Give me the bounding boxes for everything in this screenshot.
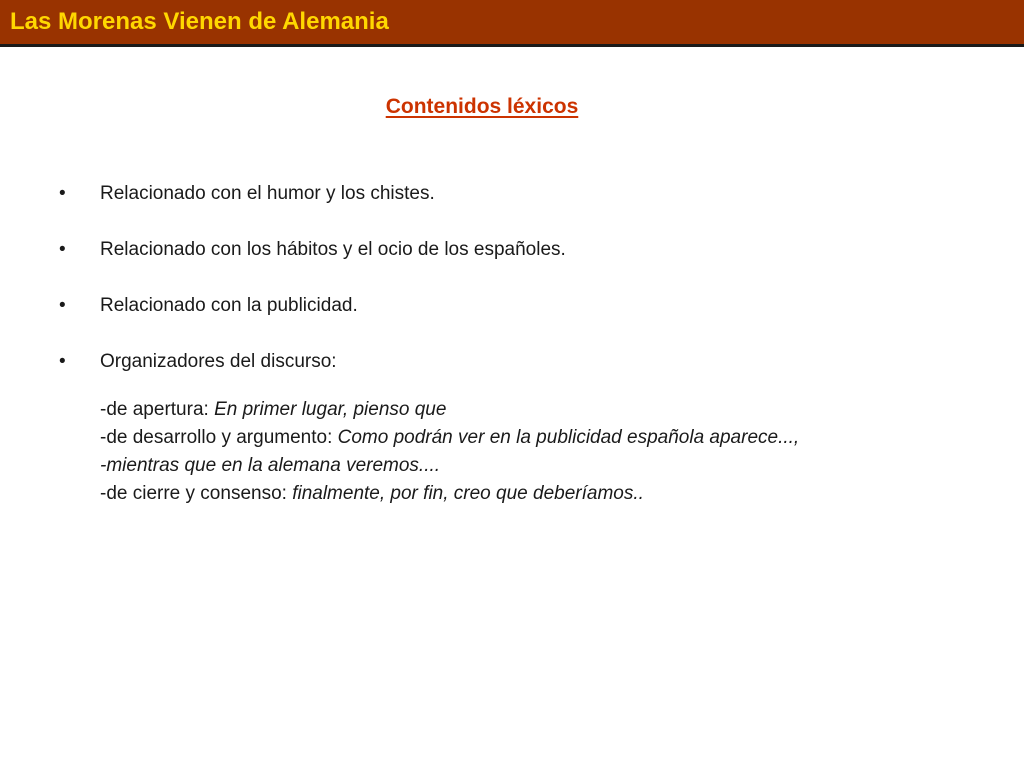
bullet-item: [0, 236, 1000, 264]
organizer-label: -de apertura:: [100, 399, 215, 420]
bullet-item: [0, 180, 1000, 208]
organizer-item-desarrollo: [100, 424, 1000, 452]
organizer-example: En primer lugar, pienso que: [214, 399, 447, 420]
bullet-marker: •: [59, 183, 66, 204]
bullet-list: [0, 180, 1000, 404]
bullet-text: Relacionado con los hábitos y el ocio de los españoles.: [100, 239, 566, 260]
bullet-text: Organizadores del discurso:: [100, 351, 337, 372]
organizer-label: -de cierre y consenso:: [100, 483, 293, 504]
bullet-marker: •: [59, 295, 66, 316]
organizer-example: Como podrán ver en la publicidad española aparece...,: [337, 427, 800, 448]
bullet-marker: •: [59, 239, 66, 260]
organizer-example: -mientras que en la alemana veremos....: [100, 455, 441, 476]
organizer-item-desarrollo-cont: [100, 452, 1000, 480]
organizer-item-cierre: [100, 480, 1000, 508]
organizer-example: finalmente, por fin, creo que deberíamos..: [292, 483, 644, 504]
bullet-item: [0, 292, 1000, 320]
bullet-text: Relacionado con la publicidad.: [100, 295, 358, 316]
slide-title: Las Morenas Vienen de Alemania: [10, 8, 389, 35]
section-heading: Contenidos léxicos: [385, 95, 579, 118]
bullet-item: [0, 348, 1000, 376]
bullet-marker: •: [59, 351, 66, 372]
header-bar: [0, 0, 1024, 47]
bullet-text: Relacionado con el humor y los chistes.: [100, 183, 435, 204]
discourse-organizers-list: [100, 396, 1000, 508]
organizer-label: -de desarrollo y argumento:: [100, 427, 338, 448]
organizer-item-apertura: [100, 396, 1000, 424]
